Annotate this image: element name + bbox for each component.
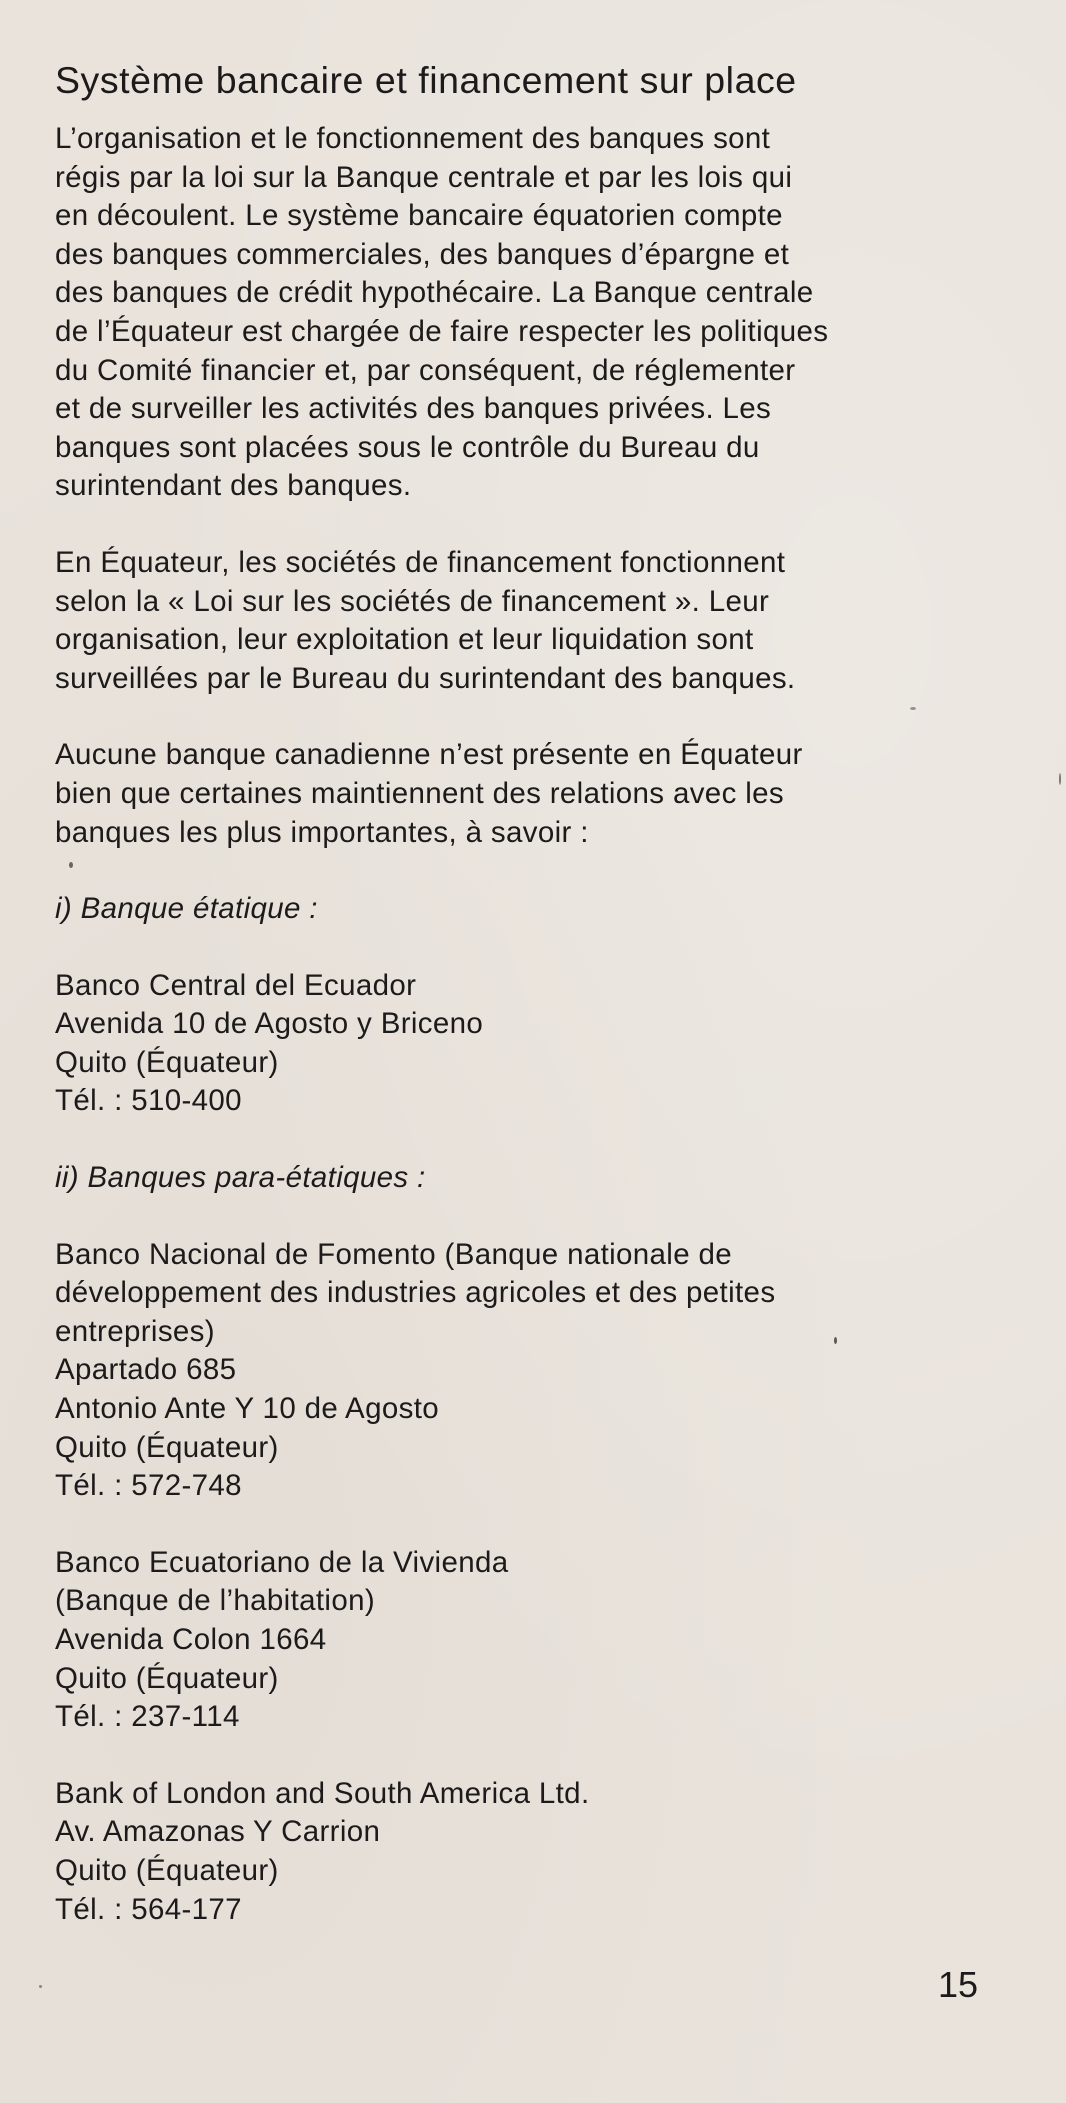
body-text xyxy=(55,120,1045,1967)
text-line: du Comité financier et, par conséquent, de réglementer xyxy=(55,353,796,387)
bank-name: Banco Ecuatoriano de la Vivienda xyxy=(55,1545,509,1579)
text-line: banques sont placées sous le contrôle du Bureau du xyxy=(55,430,760,464)
paper-speck xyxy=(69,862,73,868)
paper-speck xyxy=(1059,773,1061,785)
paragraph-financing-companies xyxy=(55,544,1045,698)
bank-street: Avenida Colon 1664 xyxy=(55,1623,327,1656)
text-line: et de surveiller les activités des banques privées. Les xyxy=(55,392,772,426)
bank-street: Av. Amazonas Y Carrion xyxy=(55,1815,381,1849)
bank-city: Quito (Équateur) xyxy=(55,1045,279,1079)
paper-speck xyxy=(910,707,916,710)
bank-name: Banco Central del Ecuador xyxy=(55,968,417,1002)
text-line: selon la « Loi sur les sociétés de financement ». Leur xyxy=(55,584,770,618)
bank-address-fomento xyxy=(55,1236,1045,1506)
bank-phone: Tél. : 510-400 xyxy=(55,1084,242,1118)
bank-name: (Banque de l’habitation) xyxy=(55,1584,376,1618)
bank-name: développement des industries agricoles et des petites xyxy=(55,1276,776,1310)
bank-address-vivienda xyxy=(55,1544,1045,1737)
text-line: En Équateur, les sociétés de financement fonctionnent xyxy=(55,545,786,579)
paper-speck xyxy=(39,1985,42,1988)
bank-phone: Tél. : 564-177 xyxy=(55,1892,242,1926)
text-line: régis par la loi sur la Banque centrale et par les lois qui xyxy=(55,160,793,194)
section-heading-state-bank: i) Banque étatique : xyxy=(55,892,318,926)
paragraph-canadian-banks xyxy=(55,736,1045,852)
text-line: bien que certaines maintiennent des relations avec les xyxy=(55,776,784,810)
bank-name: entreprises) xyxy=(55,1314,215,1348)
text-line: surveillées par le Bureau du surintendant des banques. xyxy=(55,661,796,695)
bank-po-box: Apartado 685 xyxy=(55,1353,237,1387)
paragraph-banking-system xyxy=(55,120,1045,506)
bank-address-central xyxy=(55,967,1045,1121)
bank-street: Antonio Ante Y 10 de Agosto xyxy=(55,1392,439,1426)
bank-name: Bank of London and South America Ltd. xyxy=(55,1776,590,1810)
bank-city: Quito (Équateur) xyxy=(55,1430,279,1464)
text-line: surintendant des banques. xyxy=(55,469,412,503)
text-line: des banques commerciales, des banques d’épargne et xyxy=(55,237,790,271)
text-line: organisation, leur exploitation et leur liquidation sont xyxy=(55,623,754,657)
bank-name: Banco Nacional de Fomento (Banque nationale de xyxy=(55,1237,733,1271)
page-title: Système bancaire et financement sur place xyxy=(55,59,797,101)
text-line: de l’Équateur est chargée de faire respecter les politiques xyxy=(55,314,829,348)
bank-city: Quito (Équateur) xyxy=(55,1661,279,1695)
text-line: banques les plus importantes, à savoir : xyxy=(55,815,589,849)
paper-speck xyxy=(834,1337,837,1344)
text-line: L’organisation et le fonctionnement des banques sont xyxy=(55,122,771,155)
bank-phone: Tél. : 237-114 xyxy=(55,1700,240,1734)
bank-phone: Tél. : 572-748 xyxy=(55,1469,242,1503)
text-line: Aucune banque canadienne n’est présente en Équateur xyxy=(55,738,803,772)
bank-address-london xyxy=(55,1775,1045,1929)
page-number: 15 xyxy=(937,1964,978,2005)
section-heading-parastate-banks: ii) Banques para-étatiques : xyxy=(55,1161,426,1195)
text-line: des banques de crédit hypothécaire. La Banque centrale xyxy=(55,276,814,310)
text-line: en découlent. Le système bancaire équatorien compte xyxy=(55,199,783,233)
bank-city: Quito (Équateur) xyxy=(55,1853,279,1887)
bank-street: Avenida 10 de Agosto y Briceno xyxy=(55,1007,484,1041)
